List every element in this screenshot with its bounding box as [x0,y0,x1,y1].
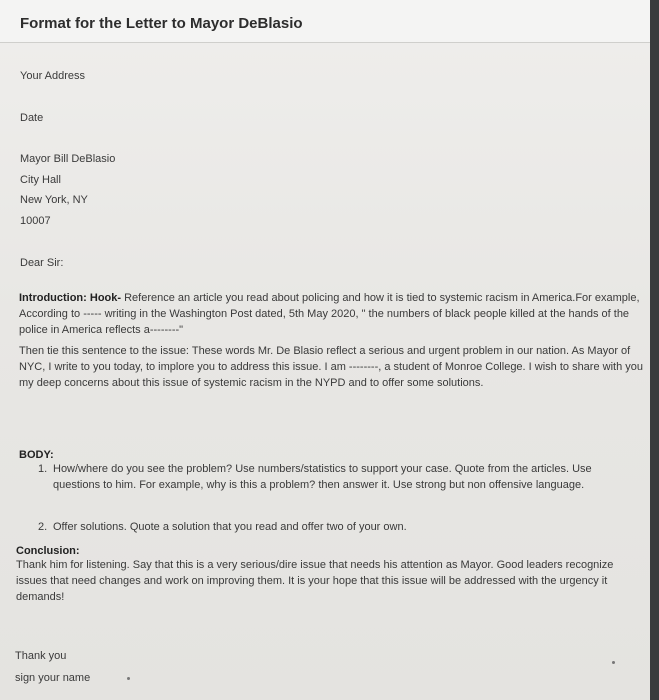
recipient-line-2: City Hall [20,174,61,186]
list-item-2-text: Offer solutions. Quote a solution that you read and offer two of your own. [53,521,407,533]
list-number-2: 2. [38,521,48,533]
stray-mark [612,661,615,664]
body-list-item-1 [38,461,638,493]
conclusion-paragraph: Thank him for listening. Say that this is a very serious/dire issue that needs his attention as Mayor. Good leaders recognize issues that need changes and work on improving them. It is your hope that this issue will be addressed with the urgency it demands! [16,559,614,603]
recipient-line-4: 10007 [20,215,51,227]
closing: Thank you [15,650,67,662]
introduction-paragraph [19,290,644,338]
page-title: Format for the Letter to Mayor DeBlasio [20,15,303,32]
introduction-issue-paragraph: Then tie this sentence to the issue: These words Mr. De Blasio reflect a serious and urgent problem in our nation. As Mayor of NYC, I write to you today, to implore you to address this issue. I am --------, a student of Monroe College. I wish to share with you my deep concerns about this issue of systemic racism in the NYPD and to offer some solutions. [19,345,643,389]
introduction-label: Introduction: Hook- [19,292,122,304]
signature-line: sign your name [15,672,91,684]
recipient-line-3: New York, NY [20,194,88,206]
conclusion-label: Conclusion: [16,545,80,557]
title-bar [0,0,650,43]
list-item-1-text: How/where do you see the problem? Use numbers/statistics to support your case. Quote from the articles. Use questions to him. For example, why is this a problem? then answer it. Use strong but non offensive language. [53,463,592,491]
introduction-hook-text: Reference an article you read about policing and how it is tied to systemic racism in America.For example, According to ----- writing in the Washington Post dated, 5th May 2020, " the numbers of black people killed at the hands of the police in America reflects a--------" [19,292,640,336]
stray-mark [127,677,130,680]
list-number-1: 1. [38,463,48,475]
date-placeholder: Date [20,112,44,124]
photo-edge-shadow [650,0,659,700]
recipient-name: Mayor Bill DeBlasio [20,153,116,165]
your-address-placeholder: Your Address [20,70,86,82]
body-label: BODY: [19,449,54,461]
body-list-item-2 [38,519,638,535]
salutation: Dear Sir: [20,257,64,269]
